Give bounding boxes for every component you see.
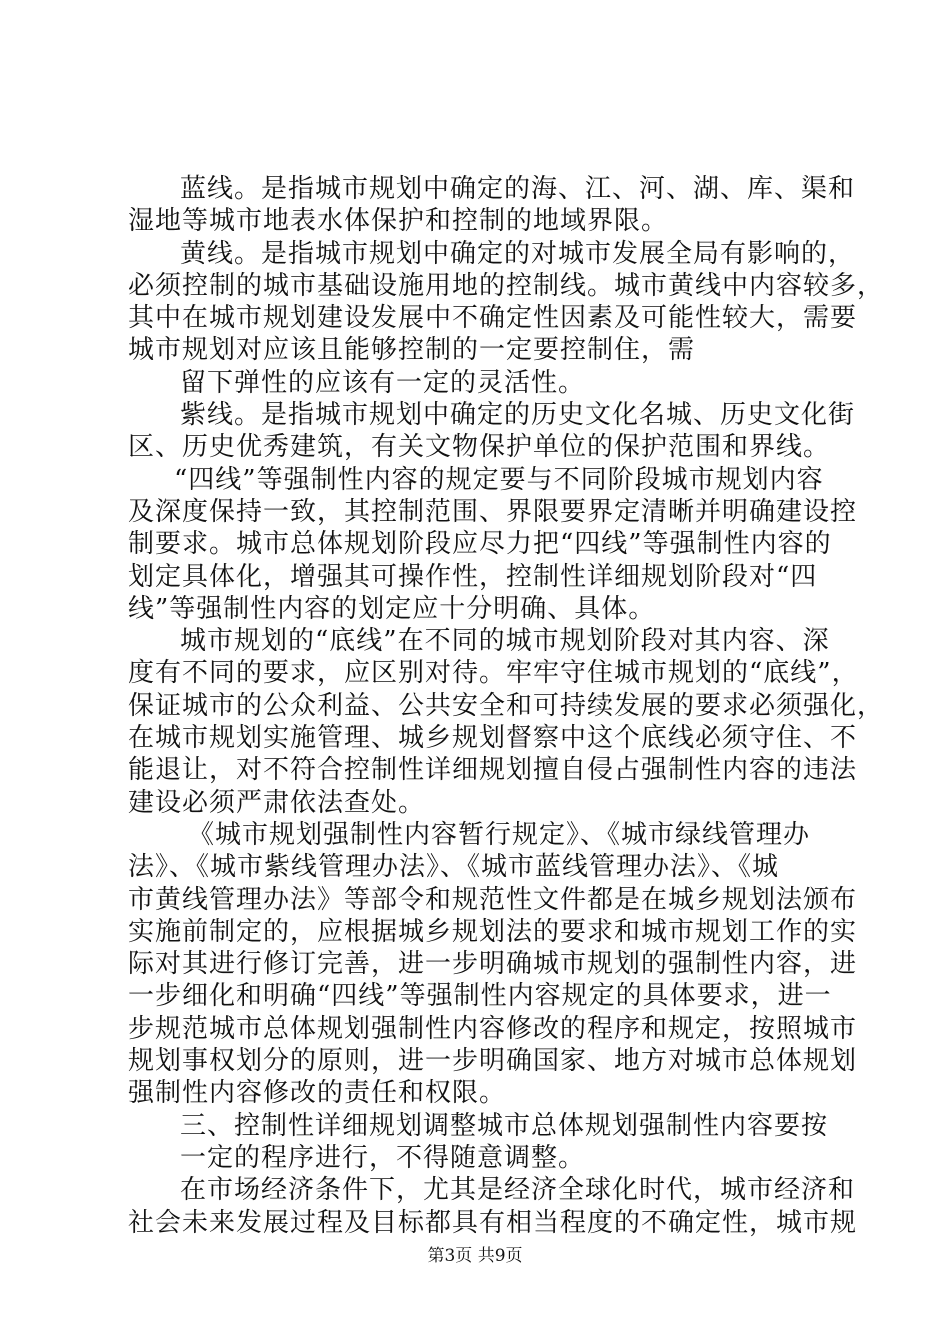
text-line: 三、控制性详细规划调整城市总体规划强制性内容要按: [180, 1110, 829, 1141]
text-line: 留下弹性的应该有一定的灵活性。: [180, 367, 586, 398]
text-line: 际对其进行修订完善，进一步明确城市规划的强制性内容，进: [128, 949, 858, 980]
text-line: 制要求。城市总体规划阶段应尽力把“四线”等强制性内容的: [128, 529, 832, 560]
text-line: 市黄线管理办法》等部令和规范性文件都是在城乡规划法颁布: [128, 884, 858, 915]
text-line: 能退让，对不符合控制性详细规划擅自侵占强制性内容的违法: [128, 755, 858, 786]
page-number-footer: 第3页 共9页: [427, 1246, 523, 1266]
text-line: 城市规划的“底线”在不同的城市规划阶段对其内容、深: [180, 626, 830, 657]
text-line: 划定具体化，增强其可操作性，控制性详细规划阶段对“四: [128, 561, 818, 592]
text-line: 线”等强制性内容的划定应十分明确、具体。: [128, 593, 656, 624]
text-line: 在市场经济条件下，尤其是经济全球化时代，城市经济和: [180, 1175, 856, 1206]
text-line: 实施前制定的，应根据城乡规划法的要求和城市规划工作的实: [128, 916, 858, 947]
text-line: 湿地等城市地表水体保护和控制的地域界限。: [128, 206, 669, 237]
text-line: 强制性内容修改的责任和权限。: [128, 1078, 507, 1109]
text-line: 一步细化和明确“四线”等强制性内容规定的具体要求，进一: [128, 981, 832, 1012]
text-line: 法》、《城市紫线管理办法》、《城市蓝线管理办法》、《城: [128, 852, 780, 883]
text-line: 《城市规划强制性内容暂行规定》、《城市绿线管理办: [188, 819, 811, 850]
text-line: 规划事权划分的原则，进一步明确国家、地方对城市总体规划: [128, 1046, 858, 1077]
text-line: 城市规划对应该且能够控制的一定要控制住，需: [128, 335, 696, 366]
text-line: 区、历史优秀建筑，有关文物保护单位的保护范围和界线。: [128, 432, 831, 463]
text-line: 及深度保持一致，其控制范围、界限要界定清晰并明确建设控: [128, 496, 858, 527]
body-text: [128, 173, 885, 1239]
text-line: 其中在城市规划建设发展中不确定性因素及可能性较大，需要: [128, 303, 858, 334]
text-line: 紫线。是指城市规划中确定的历史文化名城、历史文化街: [180, 400, 856, 431]
text-line: 步规范城市总体规划强制性内容修改的程序和规定，按照城市: [128, 1013, 858, 1044]
text-line: 建设必须严肃依法查处。: [128, 787, 426, 818]
text-line: 在城市规划实施管理、城乡规划督察中这个底线必须守住、不: [128, 723, 858, 754]
text-line: 保证城市的公众利益、公共安全和可持续发展的要求必须强化，: [128, 690, 885, 721]
text-line: 一定的程序进行，不得随意调整。: [180, 1142, 586, 1173]
text-line: 蓝线。是指城市规划中确定的海、江、河、湖、库、渠和: [180, 174, 856, 204]
text-line: “四线”等强制性内容的规定要与不同阶段城市规划内容: [174, 464, 824, 495]
text-line: 黄线。是指城市规划中确定的对城市发展全局有影响的，: [180, 238, 856, 269]
text-line: 社会未来发展过程及目标都具有相当程度的不确定性，城市规: [128, 1207, 858, 1238]
text-line: 度有不同的要求，应区别对待。牢牢守住城市规划的“底线”，: [128, 658, 859, 689]
text-line: 必须控制的城市基础设施用地的控制线。城市黄线中内容较多，: [128, 270, 885, 301]
